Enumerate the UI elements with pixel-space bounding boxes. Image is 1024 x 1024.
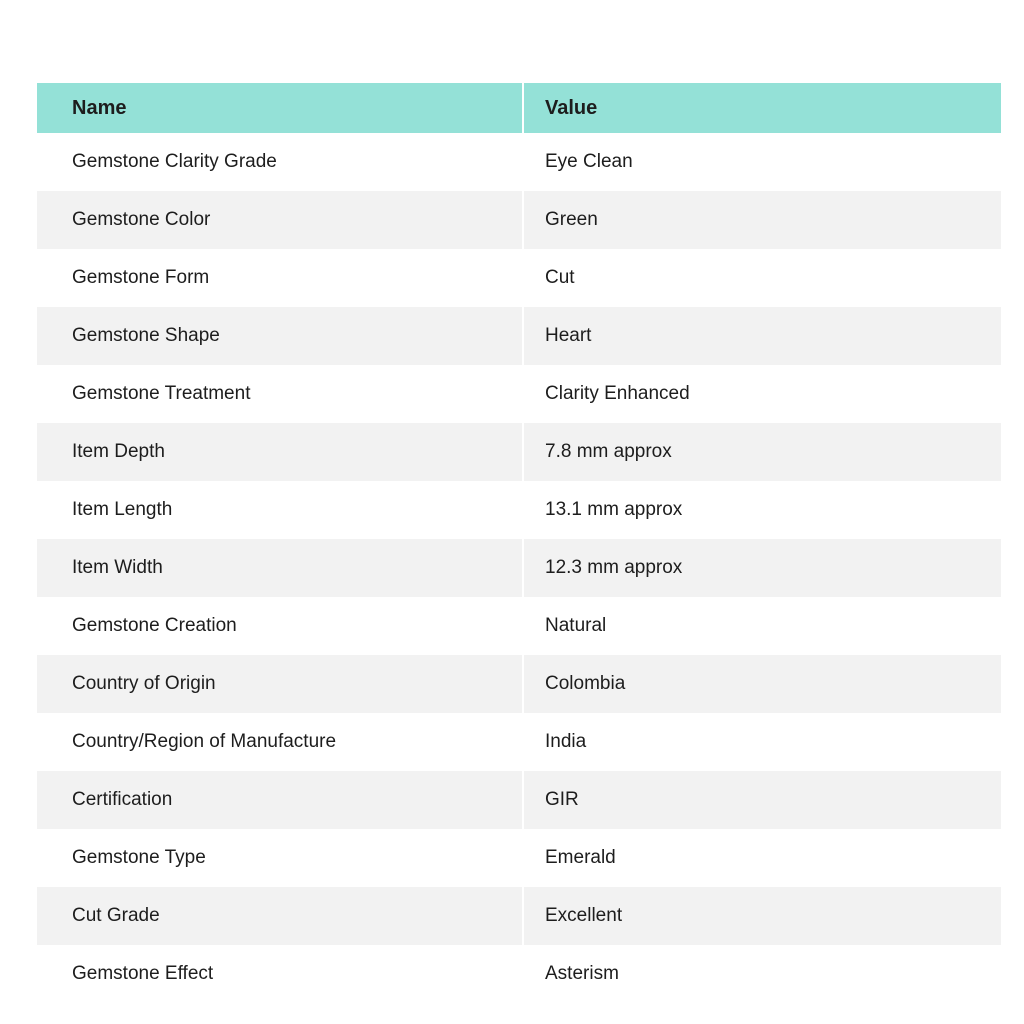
spec-name: Item Width	[37, 539, 524, 597]
spec-name: Gemstone Treatment	[37, 365, 524, 423]
spec-value: Clarity Enhanced	[545, 383, 690, 404]
table-body	[37, 133, 1001, 1003]
product-specifications-table	[37, 83, 1001, 1003]
spec-value: 7.8 mm approx	[545, 441, 672, 462]
spec-name: Certification	[37, 771, 524, 829]
table-row	[37, 887, 1001, 945]
column-header-value: Value	[545, 96, 598, 119]
spec-value: India	[545, 731, 587, 752]
column-header-name: Name	[37, 83, 524, 133]
table-row	[37, 133, 1001, 191]
spec-name: Gemstone Shape	[37, 307, 524, 365]
spec-value: Green	[545, 209, 598, 230]
table-row	[37, 191, 1001, 249]
spec-name: Country of Origin	[37, 655, 524, 713]
table-row	[37, 597, 1001, 655]
spec-name: Cut Grade	[37, 887, 524, 945]
table-row	[37, 771, 1001, 829]
spec-value: 13.1 mm approx	[545, 499, 683, 520]
spec-name: Gemstone Effect	[37, 945, 524, 1003]
spec-value: Eye Clean	[545, 151, 633, 172]
spec-value: Colombia	[545, 673, 626, 694]
spec-value: Natural	[545, 615, 607, 636]
spec-value: Asterism	[545, 963, 619, 984]
table-row	[37, 945, 1001, 1003]
spec-name: Gemstone Form	[37, 249, 524, 307]
spec-value: GIR	[545, 789, 579, 810]
table-row	[37, 713, 1001, 771]
spec-value: Emerald	[545, 847, 616, 868]
table-row	[37, 249, 1001, 307]
table-row	[37, 539, 1001, 597]
table-row	[37, 829, 1001, 887]
table-row	[37, 481, 1001, 539]
table-header-row	[37, 83, 1001, 133]
table-row	[37, 423, 1001, 481]
table-row	[37, 365, 1001, 423]
spec-name: Country/Region of Manufacture	[37, 713, 524, 771]
spec-name: Item Length	[37, 481, 524, 539]
spec-value: Excellent	[545, 905, 623, 926]
spec-name: Gemstone Type	[37, 829, 524, 887]
spec-name: Gemstone Creation	[37, 597, 524, 655]
spec-value: Heart	[545, 325, 592, 346]
spec-value: Cut	[545, 267, 575, 288]
spec-name: Gemstone Color	[37, 191, 524, 249]
table-row	[37, 307, 1001, 365]
spec-name: Item Depth	[37, 423, 524, 481]
spec-value: 12.3 mm approx	[545, 557, 683, 578]
table-row	[37, 655, 1001, 713]
spec-name: Gemstone Clarity Grade	[37, 133, 524, 191]
